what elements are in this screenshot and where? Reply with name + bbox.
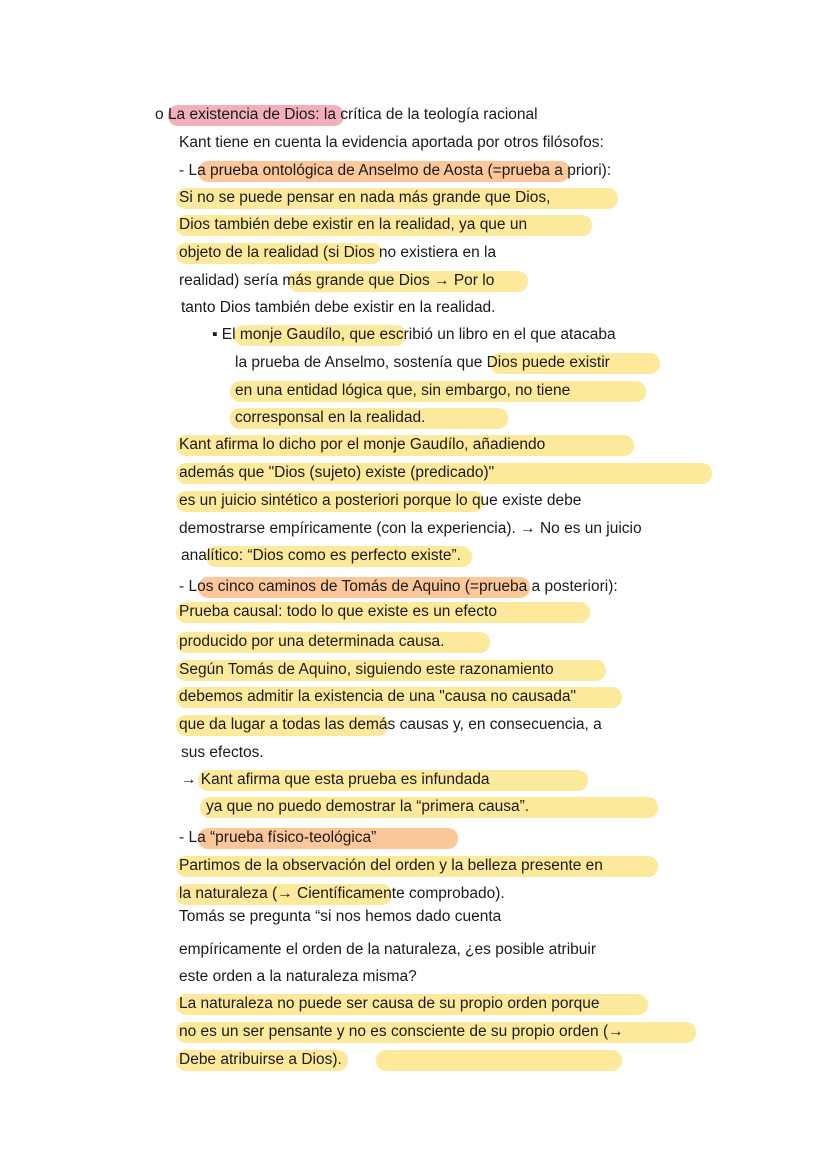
text-line: sus efectos. xyxy=(181,744,264,761)
text-line: analítico: “Dios como es perfecto existe”. xyxy=(181,547,461,564)
section-bullet: o xyxy=(155,106,164,123)
text-line: Partimos de la observación del orden y la belleza presente en xyxy=(179,857,603,874)
text-line: ya que no puedo demostrar la “primera causa”. xyxy=(206,798,530,815)
ontological-proof-heading: - La prueba ontológica de Anselmo de Aosta (=prueba a priori): xyxy=(179,162,612,179)
text-line: que da lugar a todas las demás causas y, en consecuencia, a xyxy=(179,716,602,733)
text-line: Si no se puede pensar en nada más grande que Dios, xyxy=(179,189,551,206)
text-line: en una entidad lógica que, sin embargo, no tiene xyxy=(235,382,571,399)
section-title-highlighted: La existencia de Dios: xyxy=(167,106,320,123)
text-line: la naturaleza (→ Científicamente comprobado). xyxy=(179,885,505,902)
text-line: Debe atribuirse a Dios). xyxy=(179,1051,342,1068)
section-title xyxy=(155,105,538,125)
highlight-trailing xyxy=(376,1050,622,1071)
physico-theological-heading: - La “prueba físico-teológica” xyxy=(179,829,377,846)
text-line: empíricamente el orden de la naturaleza, ¿es posible atribuir xyxy=(179,941,597,958)
text-line: → Kant afirma que esta prueba es infundada xyxy=(181,771,490,788)
five-ways-heading: - Los cinco caminos de Tomás de Aquino (=prueba a posteriori): xyxy=(179,578,618,595)
text-line: Dios también debe existir en la realidad, ya que un xyxy=(179,216,528,233)
text-line: corresponsal en la realidad. xyxy=(235,409,426,426)
text-line: debemos admitir la existencia de una "causa no causada" xyxy=(179,688,577,705)
text-line: la prueba de Anselmo, sostenía que Dios puede existir xyxy=(235,354,610,371)
text-line: Según Tomás de Aquino, siguiendo este razonamiento xyxy=(179,661,554,678)
text-line: es un juicio sintético a posteriori porque lo que existe debe xyxy=(179,492,582,509)
text-line: tanto Dios también debe existir en la realidad. xyxy=(181,299,496,316)
text-line: además que "Dios (sujeto) existe (predicado)" xyxy=(179,464,495,481)
text-line: este orden a la naturaleza misma? xyxy=(179,968,417,985)
text-line: no es un ser pensante y no es consciente de su propio orden (→ xyxy=(179,1023,624,1040)
text-line: producido por una determinada causa. xyxy=(179,633,445,650)
text-line: demostrarse empíricamente (con la experiencia). → No es un juicio xyxy=(179,520,642,537)
text-line: Kant tiene en cuenta la evidencia aportada por otros filósofos: xyxy=(179,134,604,151)
text-line: realidad) sería más grande que Dios → Por lo xyxy=(179,272,495,289)
section-title-rest: la crítica de la teología racional xyxy=(319,106,538,123)
text-line: Kant afirma lo dicho por el monje Gaudílo, añadiendo xyxy=(179,436,546,453)
text-line: objeto de la realidad (si Dios no existiera en la xyxy=(179,244,497,261)
text-line: La naturaleza no puede ser causa de su propio orden porque xyxy=(179,995,600,1012)
text-line: Prueba causal: todo lo que existe es un efecto xyxy=(179,603,497,620)
sub-bullet-line: ▪ El monje Gaudílo, que escribió un libro en el que atacaba xyxy=(212,326,616,343)
text-line: Tomás se pregunta “si nos hemos dado cuenta xyxy=(179,908,502,925)
